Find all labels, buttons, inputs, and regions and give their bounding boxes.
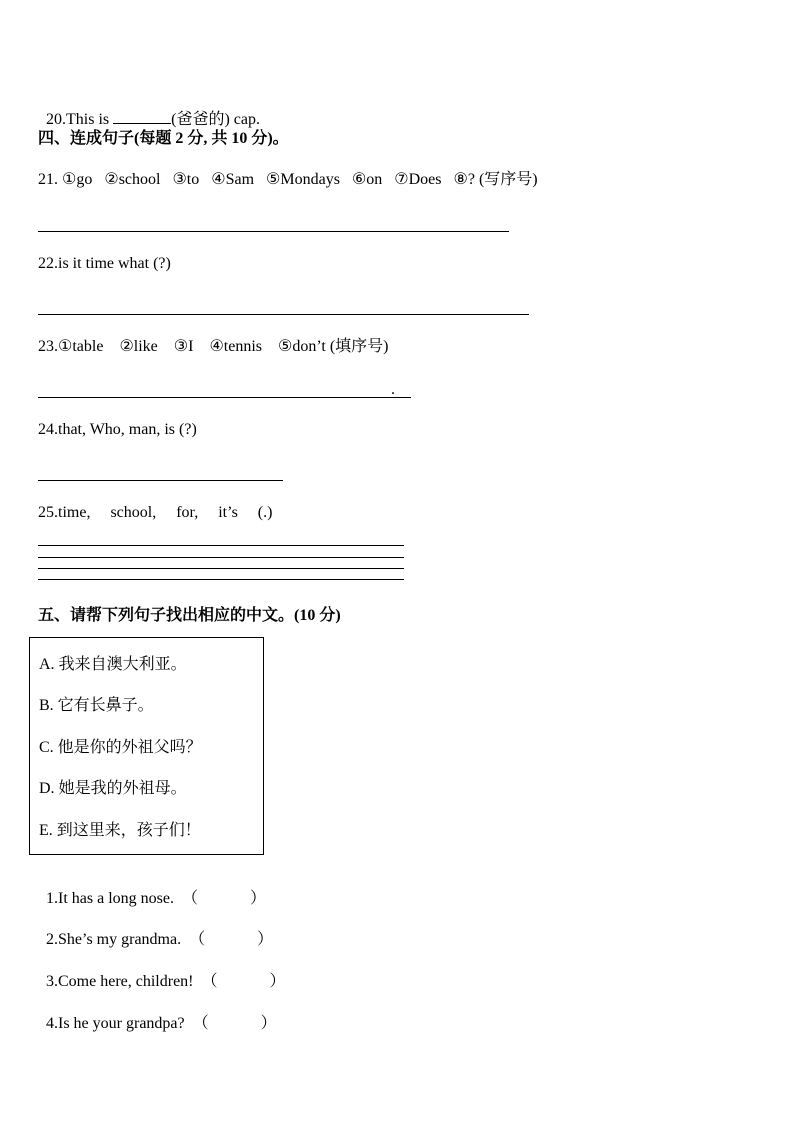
answer-blank-20[interactable] <box>113 107 171 124</box>
answer-paren-open: （ <box>189 931 206 948</box>
section-5-title: 五、请帮下列句子找出相应的中文。(10 分) <box>38 607 341 624</box>
section-4-title: 四、连成句子(每题 2 分, 共 10 分)。 <box>38 130 289 147</box>
answer-line-24[interactable] <box>38 480 283 481</box>
question-24: 24.that, Who, man, is (?) <box>38 421 197 438</box>
option-text: 她是我的外祖母。 <box>58 780 187 797</box>
answer-line-23[interactable] <box>38 397 411 398</box>
question-20-prefix: 20.This is <box>46 111 114 128</box>
question-25: 25.time, school, for, it’s (.) <box>38 504 273 521</box>
options-box <box>29 637 264 855</box>
question-23: 23.①table ②like ③I ④tennis ⑤don’t (填序号) <box>38 338 389 355</box>
matching-item-2 <box>38 910 273 950</box>
option-d <box>39 779 187 799</box>
matching-text: 1.It has a long nose. <box>46 890 174 907</box>
matching-item-4 <box>38 994 277 1034</box>
question-22: 22.is it time what (?) <box>38 255 171 272</box>
answer-line-22[interactable] <box>38 314 529 315</box>
question-20 <box>38 87 260 130</box>
matching-text: 2.She’s my grandma. <box>46 931 182 948</box>
answer-paren-close: ） <box>250 890 267 907</box>
question-21: 21. ①go ②school ③to ④Sam ⑤Mondays ⑥on ⑦Does ⑧? (写序号) <box>38 171 538 188</box>
answer-paren-close: ） <box>257 931 274 948</box>
writing-line-1[interactable] <box>38 545 404 546</box>
matching-item-3 <box>38 952 286 992</box>
option-label: E. <box>39 822 53 839</box>
option-label: A. <box>39 656 55 673</box>
option-text: 它有长鼻子。 <box>57 697 154 714</box>
writing-line-4[interactable] <box>38 579 404 580</box>
option-e <box>39 821 201 841</box>
writing-line-2[interactable] <box>38 557 404 558</box>
question-20-suffix: (爸爸的) cap. <box>171 111 260 128</box>
answer-paren-open: （ <box>192 1015 209 1032</box>
matching-text: 4.Is he your grandpa? <box>46 1015 185 1032</box>
answer-paren-close: ） <box>260 1015 277 1032</box>
option-text: 他是你的外祖父吗？ <box>57 739 202 756</box>
option-label: D. <box>39 780 55 797</box>
answer-line-21[interactable] <box>38 231 509 232</box>
answer-line-23-period: . <box>391 381 395 398</box>
writing-line-3[interactable] <box>38 568 404 569</box>
option-a <box>39 655 187 675</box>
option-b <box>39 696 154 716</box>
matching-text: 3.Come here, children! <box>46 973 194 990</box>
option-c <box>39 738 202 758</box>
answer-paren-close: ） <box>269 973 286 990</box>
option-label: B. <box>39 697 54 714</box>
answer-paren-open: （ <box>181 890 198 907</box>
option-text: 我来自澳大利亚。 <box>58 656 187 673</box>
option-label: C. <box>39 739 54 756</box>
option-text: 到这里来，孩子们！ <box>56 822 201 839</box>
answer-paren-open: （ <box>201 973 218 990</box>
matching-item-1 <box>38 869 266 909</box>
